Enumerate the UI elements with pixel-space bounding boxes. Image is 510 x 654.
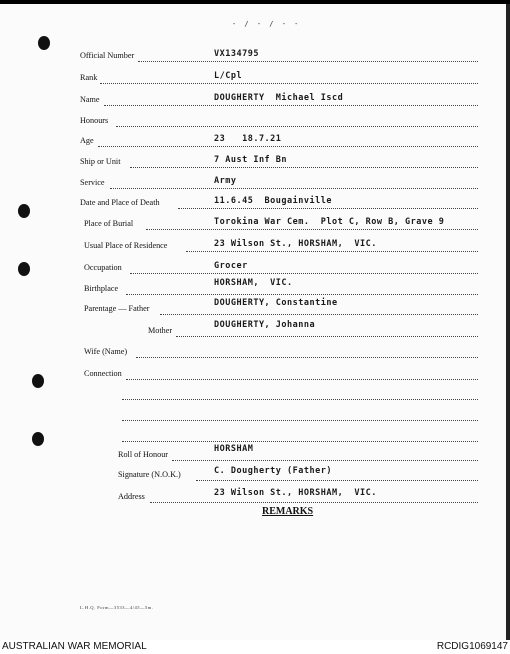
field-value: Torokina War Cem. Plot C, Row B, Grave 9 <box>214 217 445 227</box>
field-label: Birthplace <box>84 284 119 293</box>
field-label: Parentage — Father <box>84 304 150 313</box>
dotted-line <box>138 61 478 62</box>
dotted-line <box>110 188 478 189</box>
dotted-line <box>116 126 478 127</box>
field-value: 23 Wilson St., HORSHAM, VIC. <box>214 239 377 249</box>
field-label: Date and Place of Death <box>80 198 160 207</box>
dotted-line <box>122 420 478 421</box>
field-value: 23 18.7.21 <box>214 134 282 144</box>
field-label: Roll of Honour <box>118 450 169 459</box>
field-value: HORSHAM, VIC. <box>214 278 293 288</box>
field-label: Rank <box>80 73 98 82</box>
field-label: Official Number <box>80 51 135 60</box>
field-label: Occupation <box>84 263 122 272</box>
dotted-line <box>160 314 478 315</box>
remarks-heading: REMARKS <box>262 506 314 517</box>
dotted-line <box>178 208 478 209</box>
field-value: VX134795 <box>214 49 259 59</box>
field-label: Connection <box>84 369 122 378</box>
punch-hole-icon <box>18 262 30 276</box>
field-label: Name <box>80 95 100 104</box>
field-label: Signature (N.O.K.) <box>118 470 181 479</box>
dotted-line <box>150 502 478 503</box>
field-label: Ship or Unit <box>80 157 121 166</box>
field-value: DOUGHERTY, Constantine <box>214 298 338 308</box>
archive-footer <box>0 640 510 654</box>
field-value: DOUGHERTY, Johanna <box>214 320 316 330</box>
field-label: Mother <box>148 326 173 335</box>
dotted-line <box>122 399 478 400</box>
dotted-line <box>176 336 478 337</box>
dotted-line <box>126 294 478 295</box>
field-label: Usual Place of Residence <box>84 241 168 250</box>
field-value: C. Dougherty (Father) <box>214 466 332 476</box>
dotted-line <box>104 105 478 106</box>
punch-hole-icon <box>32 432 44 446</box>
dotted-line <box>130 167 478 168</box>
dotted-line <box>98 146 478 147</box>
dotted-line <box>186 251 478 252</box>
field-label: Address <box>118 492 145 501</box>
field-label: Place of Burial <box>84 219 134 228</box>
dotted-line <box>146 229 478 230</box>
field-value: DOUGHERTY Michael Iscd <box>214 93 344 103</box>
field-label: Honours <box>80 116 109 125</box>
field-value: Army <box>214 176 237 186</box>
dotted-line <box>172 460 478 461</box>
punch-hole-icon <box>32 374 44 388</box>
field-label: Service <box>80 178 105 187</box>
form-reference: L.H.Q. Form—3533—4/45—5m. <box>80 605 154 610</box>
field-value: Grocer <box>214 261 248 271</box>
footer-record-id: RCDIG1069147 <box>436 641 508 652</box>
dotted-line <box>126 379 478 380</box>
field-value: 7 Aust Inf Bn <box>214 155 288 165</box>
footer-institution: AUSTRALIAN WAR MEMORIAL <box>2 641 147 652</box>
dotted-line <box>122 441 478 442</box>
dotted-line <box>196 480 478 481</box>
field-value: HORSHAM <box>214 444 254 454</box>
field-value: 11.6.45 Bougainville <box>214 196 332 206</box>
scan-edge <box>506 4 510 644</box>
field-label: Age <box>80 136 94 145</box>
field-value: 23 Wilson St., HORSHAM, VIC. <box>214 488 377 498</box>
dotted-line <box>136 357 478 358</box>
dotted-line <box>100 83 478 84</box>
punch-hole-icon <box>38 36 50 50</box>
top-mark: - / - / - - <box>232 20 301 28</box>
dotted-line <box>130 273 478 274</box>
field-value: L/Cpl <box>214 71 243 81</box>
field-label: Wife (Name) <box>84 347 128 356</box>
punch-hole-icon <box>18 204 30 218</box>
